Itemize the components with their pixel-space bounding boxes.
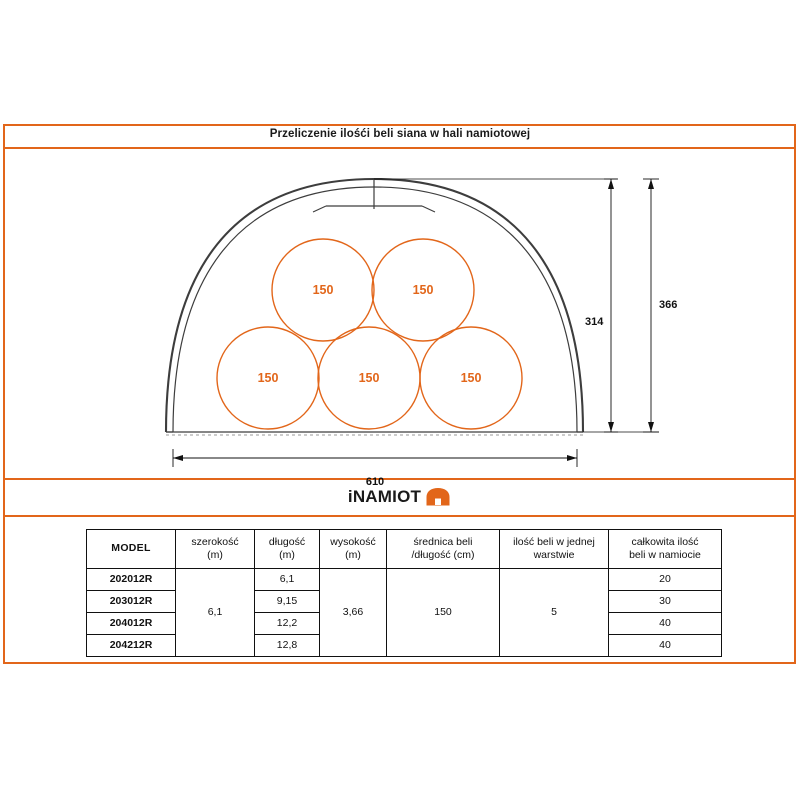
cell-total: 30: [609, 591, 722, 613]
dim-arrow-inner-bottom: [608, 422, 614, 432]
cell-height-merged: 3,66: [320, 569, 387, 657]
cell-total: 40: [609, 613, 722, 635]
cell-total: 20: [609, 569, 722, 591]
col-header-width-line1: szerokość: [191, 535, 239, 548]
tent-arch-icon: [425, 487, 451, 506]
dim-label-total-height: 366: [659, 299, 678, 311]
tent-inner-arch: [173, 187, 577, 432]
col-header-diameter-line1: średnica beli: [413, 535, 473, 548]
bale-label-4: 150: [358, 371, 380, 385]
col-header-total-line1: całkowita ilość: [631, 535, 699, 548]
cell-model: 204012R: [87, 613, 176, 635]
col-header-length: [255, 530, 320, 569]
col-header-diameter-line2: /długość (cm): [411, 549, 475, 561]
col-header-height-line2: (m): [345, 549, 361, 561]
tent-diagram-svg: [3, 149, 796, 478]
cell-length: 12,8: [255, 635, 320, 657]
specs-table: [86, 529, 722, 657]
cell-model: 202012R: [87, 569, 176, 591]
bale-label-5: 150: [460, 371, 482, 385]
cell-model: 204212R: [87, 635, 176, 657]
brand-band: [3, 478, 796, 515]
apex-beam-right-tail: [422, 206, 435, 212]
page-title: Przeliczenie ilośći beli siana w hali namiotowej: [269, 128, 531, 140]
cell-length: 9,15: [255, 591, 320, 613]
bale-label-1: 150: [312, 283, 334, 297]
table-row: [87, 569, 722, 591]
col-header-per-layer: [500, 530, 609, 569]
col-header-per-layer-line2: warstwie: [533, 549, 575, 561]
col-header-height: [320, 530, 387, 569]
cell-model: 203012R: [87, 591, 176, 613]
col-header-width-line2: (m): [207, 549, 223, 561]
bale-label-2: 150: [412, 283, 434, 297]
dim-label-inner-height: 314: [585, 316, 604, 328]
cell-total: 40: [609, 635, 722, 657]
bale-label-3: 150: [257, 371, 279, 385]
dim-arrow-total-top: [648, 179, 654, 189]
logo: [348, 487, 451, 507]
dim-arrow-total-bottom: [648, 422, 654, 432]
dim-arrow-width-left: [173, 455, 183, 461]
col-header-total-line2: beli w namiocie: [629, 549, 701, 561]
tent-cross-section-diagram: [3, 149, 796, 488]
dim-arrow-inner-top: [608, 179, 614, 189]
cell-width-merged: 6,1: [176, 569, 255, 657]
col-header-width: [176, 530, 255, 569]
cell-length: 12,2: [255, 613, 320, 635]
col-header-diameter: [387, 530, 500, 569]
dim-arrow-width-right: [567, 455, 577, 461]
cell-length: 6,1: [255, 569, 320, 591]
logo-text: iNAMIOT: [347, 486, 422, 506]
specs-table-wrapper: [86, 529, 714, 657]
frame-divider-logo-bottom: [3, 515, 796, 517]
col-header-length-line2: (m): [279, 549, 295, 561]
apex-beam-left-tail: [313, 206, 326, 212]
cell-diameter-merged: 150: [387, 569, 500, 657]
table-header-row: [87, 530, 722, 569]
col-header-total: [609, 530, 722, 569]
col-header-model: MODEL: [87, 530, 176, 569]
cell-per-layer-merged: 5: [500, 569, 609, 657]
col-header-per-layer-line1: ilość beli w jednej: [513, 535, 595, 548]
col-header-length-line1: długość: [268, 535, 306, 548]
dim-label-width: 610: [365, 476, 385, 488]
col-header-height-line1: wysokość: [330, 535, 376, 548]
